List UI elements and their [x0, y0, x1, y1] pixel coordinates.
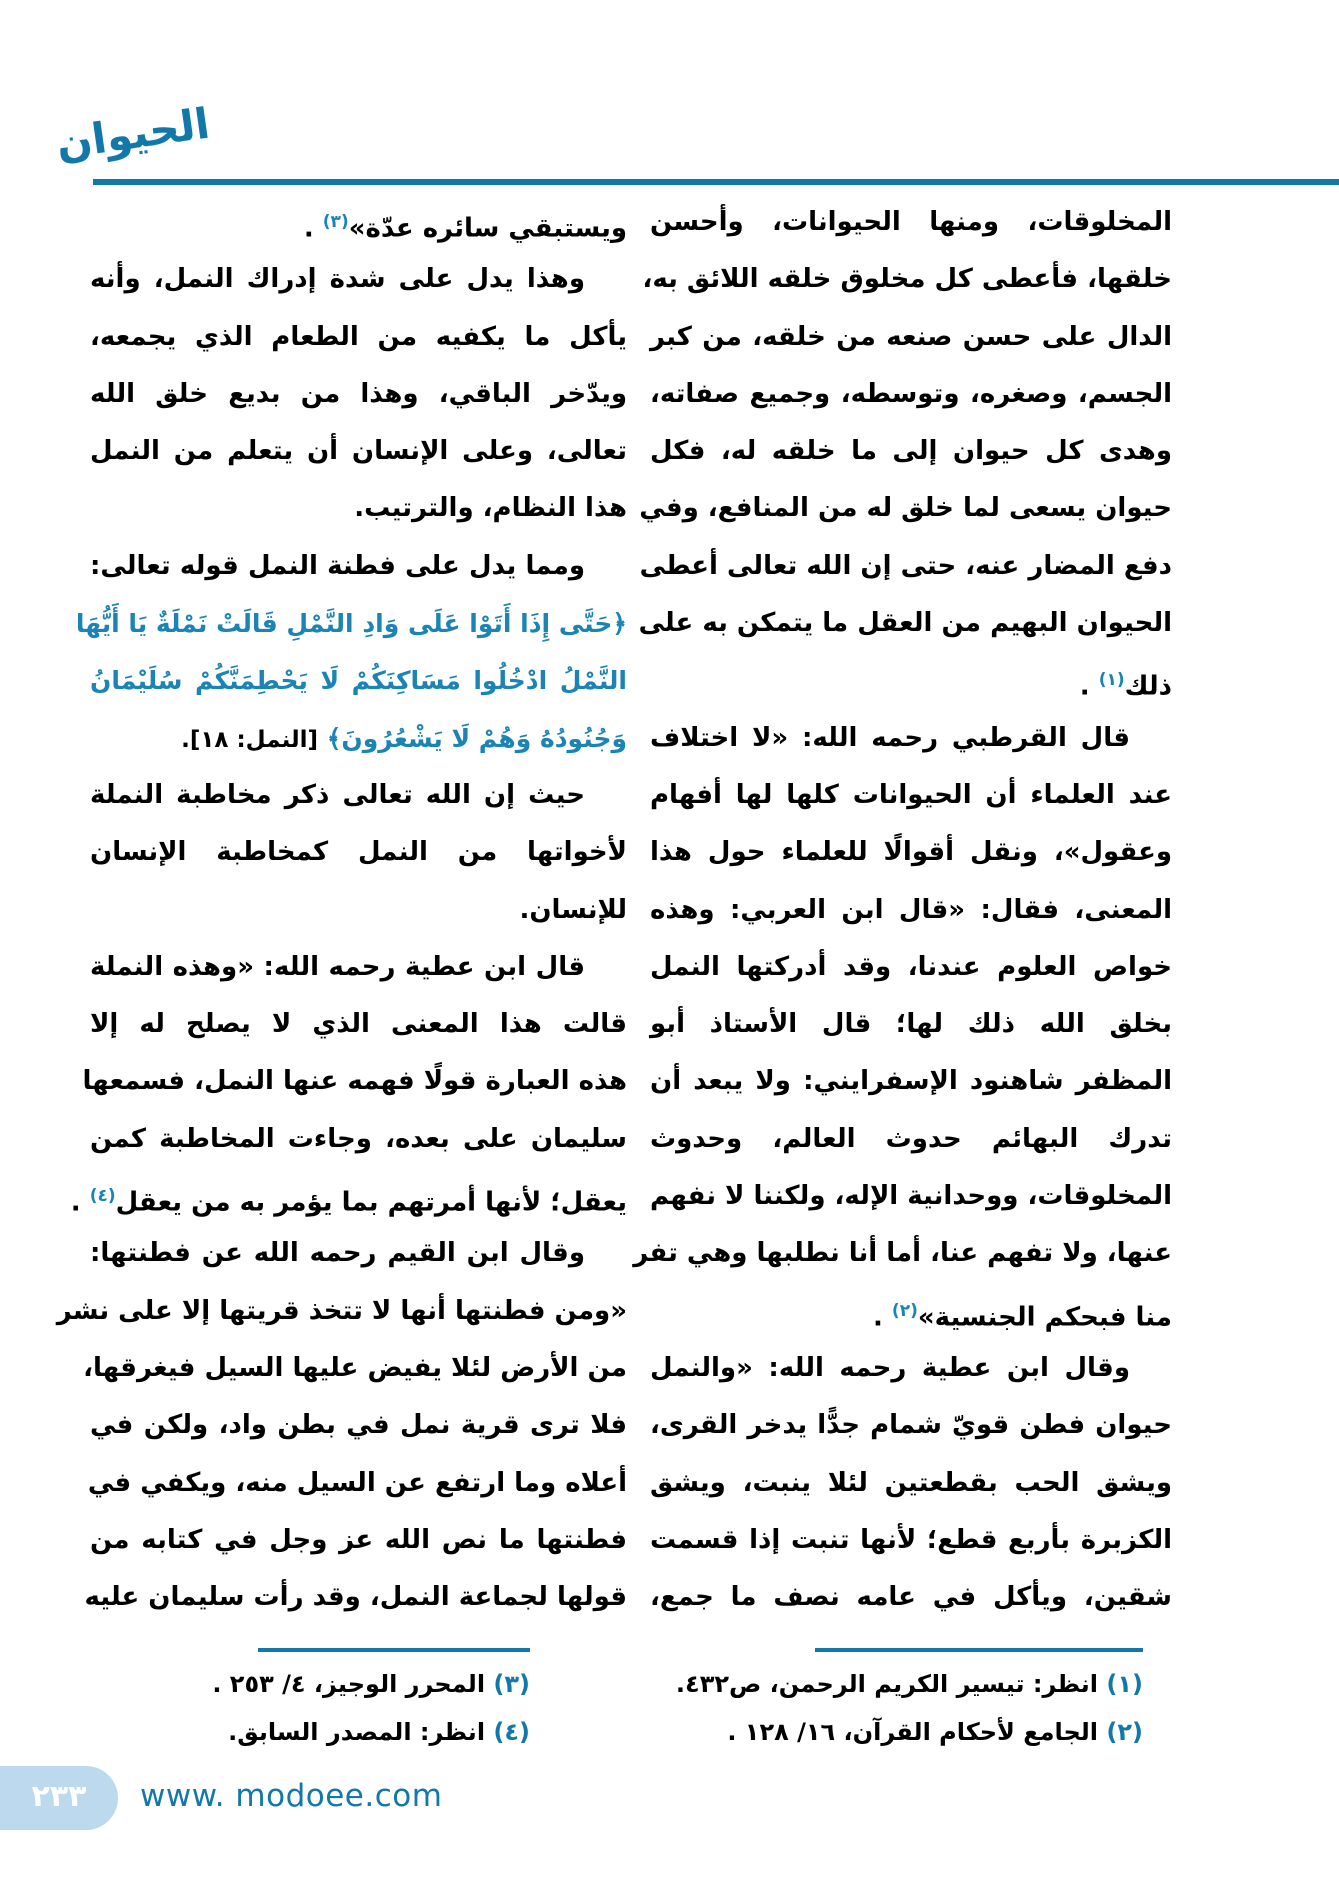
- text-segment: .: [70, 1187, 90, 1218]
- footnote-line: [650, 1660, 1143, 1708]
- footnote-line: [90, 1660, 530, 1708]
- quran-line: [90, 652, 627, 709]
- text-line: [650, 1111, 1172, 1168]
- text-segment: .: [303, 213, 323, 244]
- text-line: [90, 251, 627, 308]
- text-line: [650, 1340, 1172, 1397]
- text-segment: وقال ابن عطية رحمه الله: «والنمل: [650, 1352, 1130, 1383]
- text-line: [90, 423, 627, 480]
- text-line: [650, 423, 1172, 480]
- text-segment: ويستبقي سائره عدّة»: [348, 213, 627, 244]
- text-line: [56, 1283, 627, 1340]
- text-segment: سليمان على بعده، وجاءت المخاطبة كمن: [90, 1123, 627, 1154]
- text-line: [650, 939, 1172, 996]
- text-line: [650, 1569, 1172, 1626]
- text-segment: .: [872, 1302, 892, 1333]
- text-segment: هذا النظام، والترتيب.: [354, 493, 627, 524]
- text-segment: ويدّخر الباقي، وهذا من بديع خلق الله: [90, 378, 627, 409]
- text-segment: الكزبرة بأربع قطع؛ لأنها تنبت إذا قسمت: [650, 1524, 1172, 1555]
- footnote-number: (٣): [485, 1670, 530, 1698]
- text-segment: المعنى، فقال: «قال ابن العربي: وهذه: [650, 894, 1172, 925]
- text-line: [639, 480, 1172, 537]
- text-segment: الحيوان البهيم من العقل ما يتمكن به على: [638, 608, 1172, 639]
- text-segment: ومما يدل على فطنة النمل قوله تعالى:: [90, 550, 585, 581]
- text-line: [82, 1053, 627, 1110]
- text-line: [639, 538, 1172, 595]
- text-line: [90, 767, 627, 824]
- text-segment: قال القرطبي رحمه الله: «لا اختلاف: [650, 722, 1130, 753]
- text-segment: الجسم، وصغره، وتوسطه، وجميع صفاته،: [650, 378, 1172, 409]
- footnote-marker: (٣): [322, 212, 349, 232]
- text-line: [90, 1397, 627, 1454]
- footnote-number: (١): [1098, 1670, 1143, 1698]
- text-line: [90, 996, 627, 1053]
- text-line: [90, 480, 627, 537]
- text-segment: وقال ابن القيم رحمه الله عن فطنتها:: [90, 1238, 585, 1269]
- text-line: [650, 1397, 1172, 1454]
- text-line: [638, 595, 1172, 652]
- text-line: [90, 194, 627, 251]
- text-segment: هذه العبارة قولًا فهمه عنها النمل، فسمعها: [82, 1066, 627, 1097]
- text-segment: الدال على حسن صنعه من خلقه، من كبر: [650, 321, 1172, 352]
- text-line: [90, 1225, 627, 1282]
- text-line: [90, 309, 627, 366]
- text-line: [650, 1512, 1172, 1569]
- text-line: [90, 824, 627, 881]
- page-number-badge: [0, 1766, 118, 1830]
- text-line: [650, 652, 1172, 709]
- text-segment: ذلك: [1124, 672, 1172, 703]
- text-line: [650, 710, 1172, 767]
- text-segment: يأكل ما يكفيه من الطعام الذي يجمعه،: [90, 321, 627, 352]
- text-line: [83, 1340, 627, 1397]
- text-segment: حيوان يسعى لما خلق له من المنافع، وفي: [639, 493, 1172, 524]
- text-segment: المظفر شاهنود الإسفرايني: ولا يبعد أن: [650, 1066, 1172, 1097]
- text-segment: عند العلماء أن الحيوانات كلها لها أفهام: [650, 779, 1172, 810]
- text-segment: أعلاه وما ارتفع عن السيل منه، ويكفي في: [87, 1467, 627, 1498]
- text-line: [650, 366, 1172, 423]
- quran-line: [90, 710, 627, 767]
- column-left: [56, 194, 627, 1626]
- text-line: [650, 194, 1172, 251]
- text-segment: للإنسان.: [519, 894, 627, 925]
- text-segment: لأخواتها من النمل كمخاطبة الإنسان: [90, 837, 627, 868]
- quran-text: وَجُنُودُهُ وَهُمْ لَا يَشْعُرُونَ﴾: [318, 723, 627, 753]
- text-segment: قال ابن عطية رحمه الله: «وهذه النملة: [90, 951, 585, 982]
- text-line: [90, 1111, 627, 1168]
- header-rule: [93, 179, 1339, 185]
- text-line: [650, 1455, 1172, 1512]
- text-line: [650, 1168, 1172, 1225]
- text-line: [650, 767, 1172, 824]
- text-segment: .: [1079, 672, 1099, 703]
- quran-text: النَّمْلُ ادْخُلُوا مَسَاكِنَكُمْ لَا يَحْطِمَنَّكُمْ سُلَيْمَانُ: [90, 666, 627, 696]
- text-segment: حيوان فطن قويّ شمام جدًّا يدخر القرى،: [650, 1410, 1172, 1441]
- text-line: [90, 538, 627, 595]
- text-segment: «ومن فطنتها أنها لا تتخذ قريتها إلا على نشر: [56, 1295, 627, 1326]
- verse-reference: [النمل: ١٨].: [181, 726, 319, 753]
- text-segment: وهذا يدل على شدة إدراك النمل، وأنه: [90, 264, 585, 295]
- footnote-marker: (٢): [891, 1300, 918, 1321]
- text-segment: تعالى، وعلى الإنسان أن يتعلم من النمل: [90, 436, 627, 467]
- footnotes-right: [650, 1660, 1143, 1756]
- text-segment: انظر: تيسير الكريم الرحمن، ص٤٣٢.: [675, 1670, 1099, 1698]
- text-line: [87, 1455, 627, 1512]
- footnote-line: [90, 1708, 530, 1756]
- text-segment: بخلق الله ذلك لها؛ قال الأستاذ أبو: [650, 1009, 1172, 1040]
- text-segment: وعقول»، ونقل أقوالًا للعلماء حول هذا: [650, 837, 1172, 868]
- footnotes-left: [90, 1660, 530, 1756]
- text-line: [633, 1225, 1172, 1282]
- text-line: [650, 824, 1172, 881]
- text-segment: منا فبحكم الجنسية»: [917, 1302, 1172, 1333]
- text-line: [650, 1053, 1172, 1110]
- text-segment: من الأرض لئلا يفيض عليها السيل فيغرقها،: [83, 1352, 627, 1383]
- text-line: [84, 1569, 627, 1626]
- text-segment: دفع المضار عنه، حتى إن الله تعالى أعطى: [639, 550, 1172, 581]
- footnote-number: (٢): [1098, 1718, 1143, 1746]
- column-right: [633, 194, 1172, 1626]
- text-line: [650, 309, 1172, 366]
- text-line: [70, 1168, 627, 1225]
- text-segment: الجامع لأحكام القرآن، ١٦/ ١٢٨ .: [727, 1718, 1099, 1746]
- book-title-calligraphy: الحيوان: [53, 98, 213, 169]
- text-segment: انظر: المصدر السابق.: [228, 1718, 486, 1746]
- text-line: [650, 1283, 1172, 1340]
- text-line: [90, 366, 627, 423]
- text-segment: المخلوقات، ووحدانية الإله، ولكننا لا نفهم: [649, 1181, 1172, 1212]
- text-segment: وهدى كل حيوان إلى ما خلقه له، فكل: [650, 436, 1172, 467]
- text-segment: خلقها، فأعطى كل مخلوق خلقه اللائق به،: [642, 264, 1172, 295]
- text-line: [642, 251, 1172, 308]
- website-url: www. modoee.com: [140, 1778, 443, 1814]
- footnote-separator-right: [815, 1648, 1143, 1652]
- quran-text: ﴿حَتَّى إِذَا أَتَوْا عَلَى وَادِ النَّمْلِ قَالَتْ نَمْلَةٌ يَا أَيُّهَا: [75, 609, 627, 639]
- text-line: [90, 882, 627, 939]
- footnote-separator-left: [258, 1648, 530, 1652]
- text-line: [90, 1512, 627, 1569]
- quran-line: [75, 595, 627, 652]
- footnote-number: (٤): [485, 1718, 530, 1746]
- footnote-marker: (٤): [89, 1186, 116, 1207]
- text-segment: قولها لجماعة النمل، وقد رأت سليمان عليه: [84, 1582, 627, 1613]
- footnote-marker: (١): [1098, 670, 1125, 691]
- text-line: [650, 996, 1172, 1053]
- text-segment: خواص العلوم عندنا، وقد أدركتها النمل: [650, 951, 1172, 982]
- text-segment: قالت هذا المعنى الذي لا يصلح له إلا: [90, 1009, 627, 1040]
- text-segment: تدرك البهائم حدوث العالم، وحدوث: [650, 1123, 1172, 1154]
- text-segment: عنها، ولا تفهم عنا، أما أنا نطلبها وهي تفر: [633, 1238, 1172, 1269]
- text-segment: ويشق الحب بقطعتين لئلا ينبت، ويشق: [650, 1467, 1172, 1498]
- text-segment: المحرر الوجيز، ٤/ ٢٥٣ .: [212, 1670, 486, 1698]
- text-segment: المخلوقات، ومنها الحيوانات، وأحسن: [650, 207, 1172, 237]
- text-segment: حيث إن الله تعالى ذكر مخاطبة النملة: [90, 779, 585, 810]
- text-segment: شقين، ويأكل في عامه نصف ما جمع،: [650, 1582, 1172, 1613]
- text-segment: فطنتها ما نص الله عز وجل في كتابه من: [90, 1524, 627, 1555]
- text-line: [90, 939, 627, 996]
- text-segment: يعقل؛ لأنها أمرتهم بما يؤمر به من يعقل: [115, 1187, 627, 1218]
- text-segment: فلا ترى قرية نمل في بطن واد، ولكن في: [90, 1410, 627, 1441]
- page-number: ٢٣٣: [31, 1779, 87, 1814]
- text-line: [650, 882, 1172, 939]
- footnote-line: [650, 1708, 1143, 1756]
